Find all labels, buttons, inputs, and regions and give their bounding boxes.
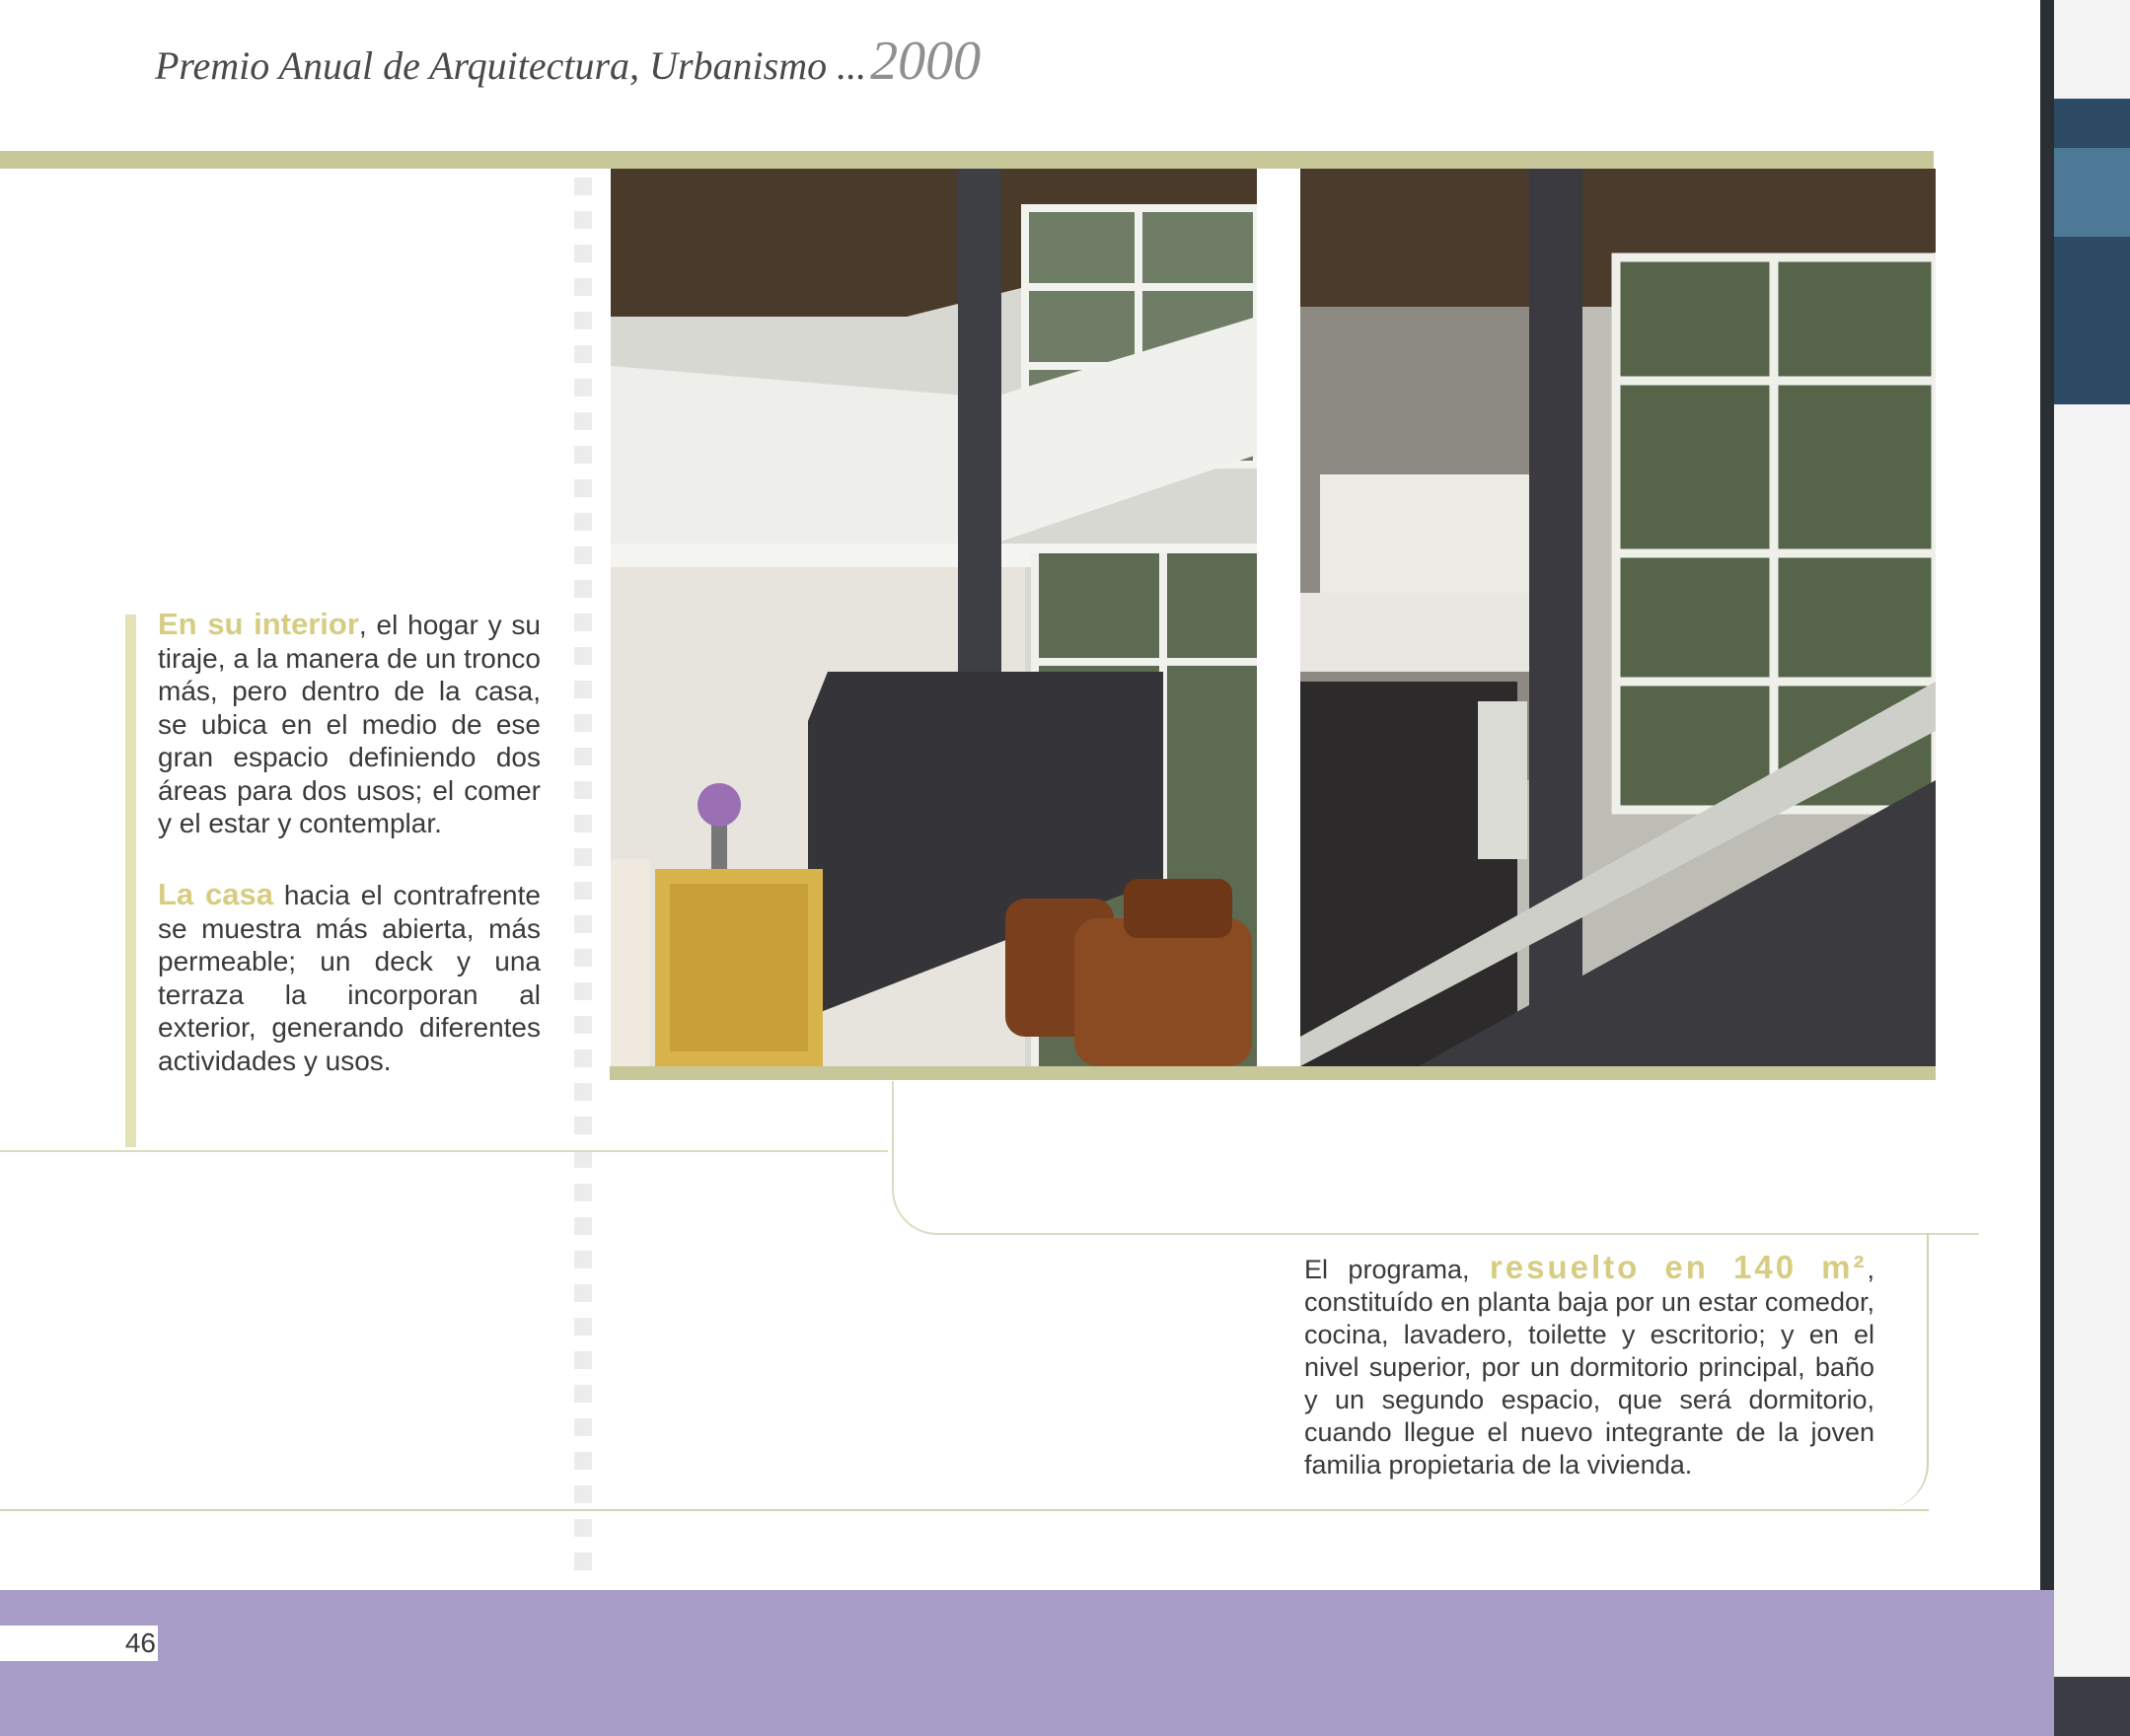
photo-living-area	[611, 169, 1257, 1066]
rounded-frame-upper	[892, 1081, 1979, 1235]
olive-band-bottom	[610, 1066, 1936, 1080]
header-title-text: Premio Anual de Arquitectura, Urbanismo ...	[155, 43, 867, 88]
footer-band	[0, 1590, 2130, 1736]
spine-marks	[572, 168, 594, 1588]
page-edge-binding	[2040, 0, 2130, 1736]
paragraph-programa-text: , constituído en planta baja por un estar comedor, cocina, lavadero, toilette y escritorio; y en el nivel superior, por un dormitorio principal, baño y un segundo espacio, que será dormitorio, cuando llegue el nuevo integrante de la joven familia propietaria de la vivienda.	[1304, 1255, 1874, 1480]
olive-band	[0, 151, 1934, 169]
paragraph-casa	[158, 878, 541, 1077]
page-header-title	[155, 30, 981, 93]
divider-line-lower	[0, 1509, 1929, 1511]
page-number: 46	[124, 1628, 156, 1658]
left-accent-bar	[125, 615, 136, 1147]
paragraph-interior-text: , el hogar y su tiraje, a la manera de un tronco más, pero dentro de la casa, se ubica en el medio de ese gran espacio definiendo dos áreas para dos usos; el comer y el estar y contemplar.	[158, 610, 542, 838]
paragraph-casa-text: hacia el contrafrente se muestra más abierta, más permeable; un deck y una terraza la incorporan al exterior, generando diferentes actividades y usos.	[158, 880, 541, 1076]
paragraph-programa-highlight: resuelto en 140 m²	[1489, 1249, 1868, 1285]
divider-line	[0, 1150, 888, 1152]
photo-living-area-image	[611, 169, 1257, 1066]
paragraph-casa-highlight: La casa	[158, 877, 273, 911]
paragraph-programa-lead: El programa,	[1304, 1255, 1490, 1284]
photo-stair-railing-image	[1300, 169, 1936, 1066]
paragraph-interior-highlight: En su interior	[158, 607, 359, 641]
photo-stair-railing	[1300, 169, 1936, 1066]
header-year: 2000	[870, 31, 982, 92]
paragraph-interior	[158, 608, 541, 840]
paragraph-programa	[1304, 1251, 1874, 1482]
